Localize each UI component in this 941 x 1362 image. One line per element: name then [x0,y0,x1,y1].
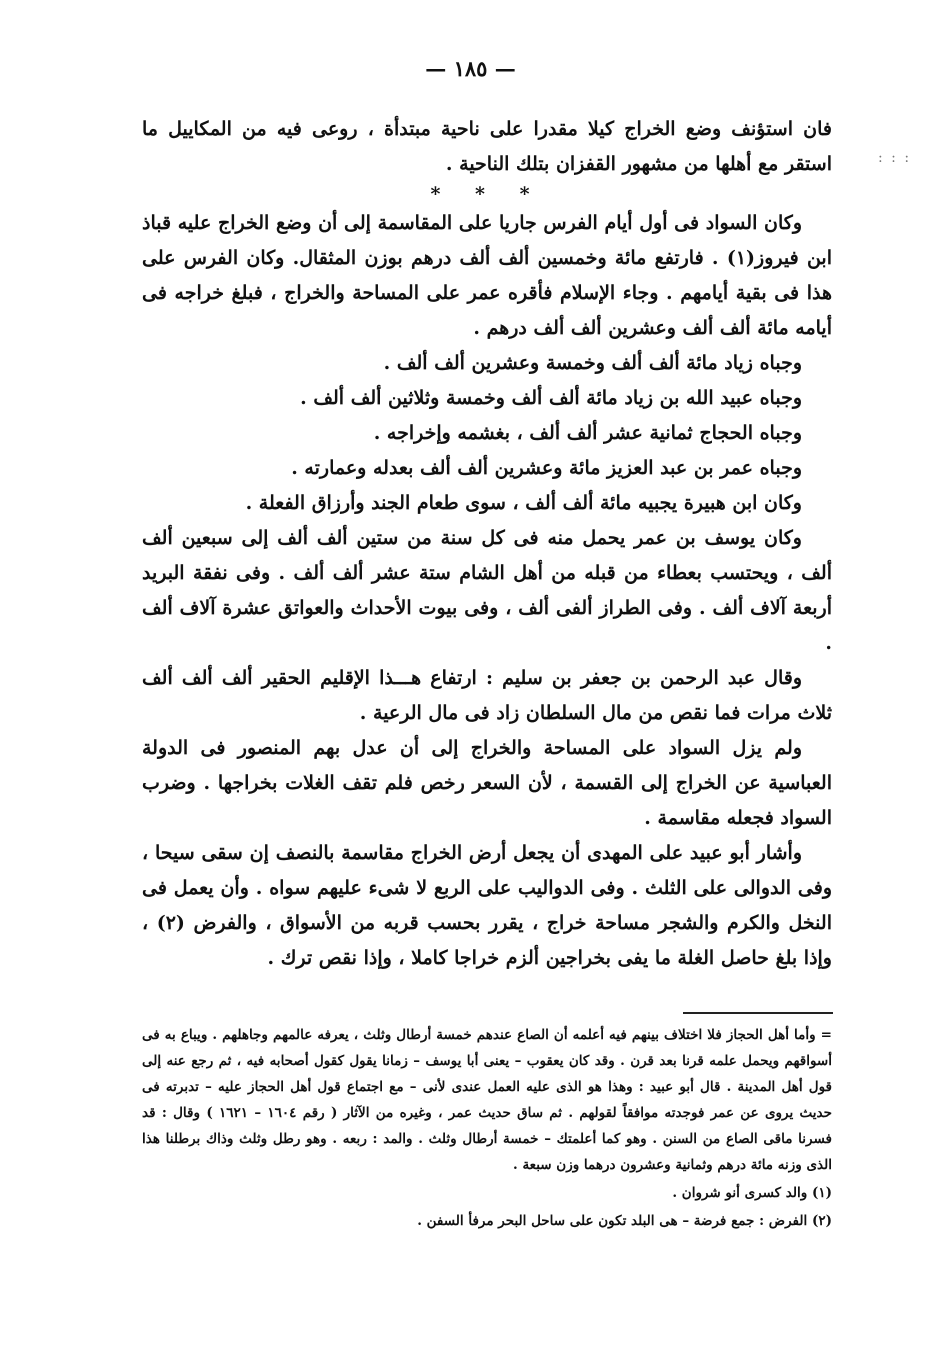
page-number: — ١٨٥ — [425,56,516,81]
paragraph-9: وقال عبد الرحمن بن جعفر بن سليم : ارتفاع هـــذا الإقليم الحقير ألف ألف ألف ثلاث مرات فما نقص من مال السلطان زاد فى مال الرعية . [142,667,832,724]
margin-mark: : : : [878,150,912,166]
paragraph-10: ولم يزل السواد على المساحة والخراج إلى أن عدل بهم المنصور فى الدولة العباسية عن الخراج إلى القسمة ، لأن السعر رخص فلم تقف الغلات بخراجها . وضرب السواد فجعله مقاسمة . [142,737,832,829]
paragraph-5: وجباه الحجاج ثمانية عشر ألف ألف ، بغشمه وإخراجه . [373,422,802,444]
footnotes [142,1022,832,1234]
paragraph-3: وجباه زياد مائة ألف ألف وخمسة وعشرين ألف ألف . [383,352,802,374]
paragraph-11: وأشار أبو عبيد على المهدى أن يجعل أرض الخراج مقاسمة بالنصف إن سقى سيحا ، وفى الدوالى على الثلث . وفى الدواليب على الربع لا شىء عليهم سواه . وأن يعمل فى النخل والكرم والشجر مساحة خراج ، يقرر بحسب قربه من الأسواق ، والفرض (٢) ، وإذا بلغ حاصل الغلة ما يفى بخراجين ألزم خراجا كاملا ، وإذا نقص ترك . [142,842,832,969]
footnote-continuation: = وأما أهل الحجاز فلا اختلاف بينهم فيه أعلمه أن الصاع عندهم خمسة أرطال وثلث ، يعرفه عالمهم وجاهلهم . ويباع به فى أسواقهم ويحمل علمه قرنا بعد قرن . وقد كان يعقوب – يعنى أبا يوسف – زمانا يقول كقول أصحابه فيه ، ثم رجع عنه إلى قول أهل المدينة . قال أبو عبيد : وهذا هو الذى عليه العمل عندى لأنى – مع اجتماع قول أهل الحجاز عليه – تدبرته فى حديث يروى عن عمر فوجدته موافقاً لقولهم . ثم ساق حديث عمر ، وغيره من الآثار ( رقم ١٦٠٤ – ١٦٢١ ) وقال : قد فسرنا ماقى الصاع من السنن . وهو كما أعلمتك – خمسة أرطال وثلث . والمد : ربعه . وهو رطل وثلث وذاك برطلنا هذا الذى وزنه مائة درهم وثمانية وعشرون درهما وزن سبعة . [142,1027,832,1173]
main-text [142,112,832,976]
paragraph-7: وكان ابن هبيرة يجبيه مائة ألف ألف ، سوى طعام الجند وأرزاق الفعلة . [245,492,802,514]
footnote-divider [683,1012,833,1014]
paragraph-2: وكان السواد فى أول أيام الفرس جاريا على المقاسمة إلى أن وضع الخراج عليه قباذ ابن فيروز(١) . فارتفع مائة وخمسين ألف ألف درهم بوزن المثقال. وكان الفرس على هذا فى بقية أيامهم . وجاء الإسلام فأقره عمر على المساحة والخراج ، فبلغ خراجه فى أيامه مائة ألف ألف وعشرين ألف ألف درهم . [142,212,832,339]
section-separator: * * * [430,183,544,205]
footnote-1: (١) والد كسرى أنو شروان . [672,1185,832,1201]
paragraph-1: فان استؤنف وضع الخراج كيلا مقدرا على ناحية مبتدأة ، روعى فيه من المكاييل ما استقر مع أهلها من مشهور القفزان بتلك الناحية . [142,118,832,175]
paragraph-8: وكان يوسف بن عمر يحمل منه فى كل سنة من ستين ألف ألف إلى سبعين ألف ألف ، ويحتسب بعطاء من قبله من أهل الشام ستة عشر ألف ألف . وفى نفقة البريد أربعة آلاف ألف . وفى الطراز ألفى ألف ، وفى بيوت الأحداث والعواتق عشرة آلاف ألف . [142,527,832,654]
paragraph-4: وجباه عبيد الله بن زياد مائة ألف ألف وخمسة وثلاثين ألف ألف . [300,387,802,409]
paragraph-6: وجباه عمر بن عبد العزيز مائة وعشرين ألف ألف بعدله وعمارته . [291,457,802,479]
footnote-2: (٢) الفرض : جمع فرضة – هى البلد تكون على ساحل البحر مرفأ السفن . [417,1213,832,1229]
